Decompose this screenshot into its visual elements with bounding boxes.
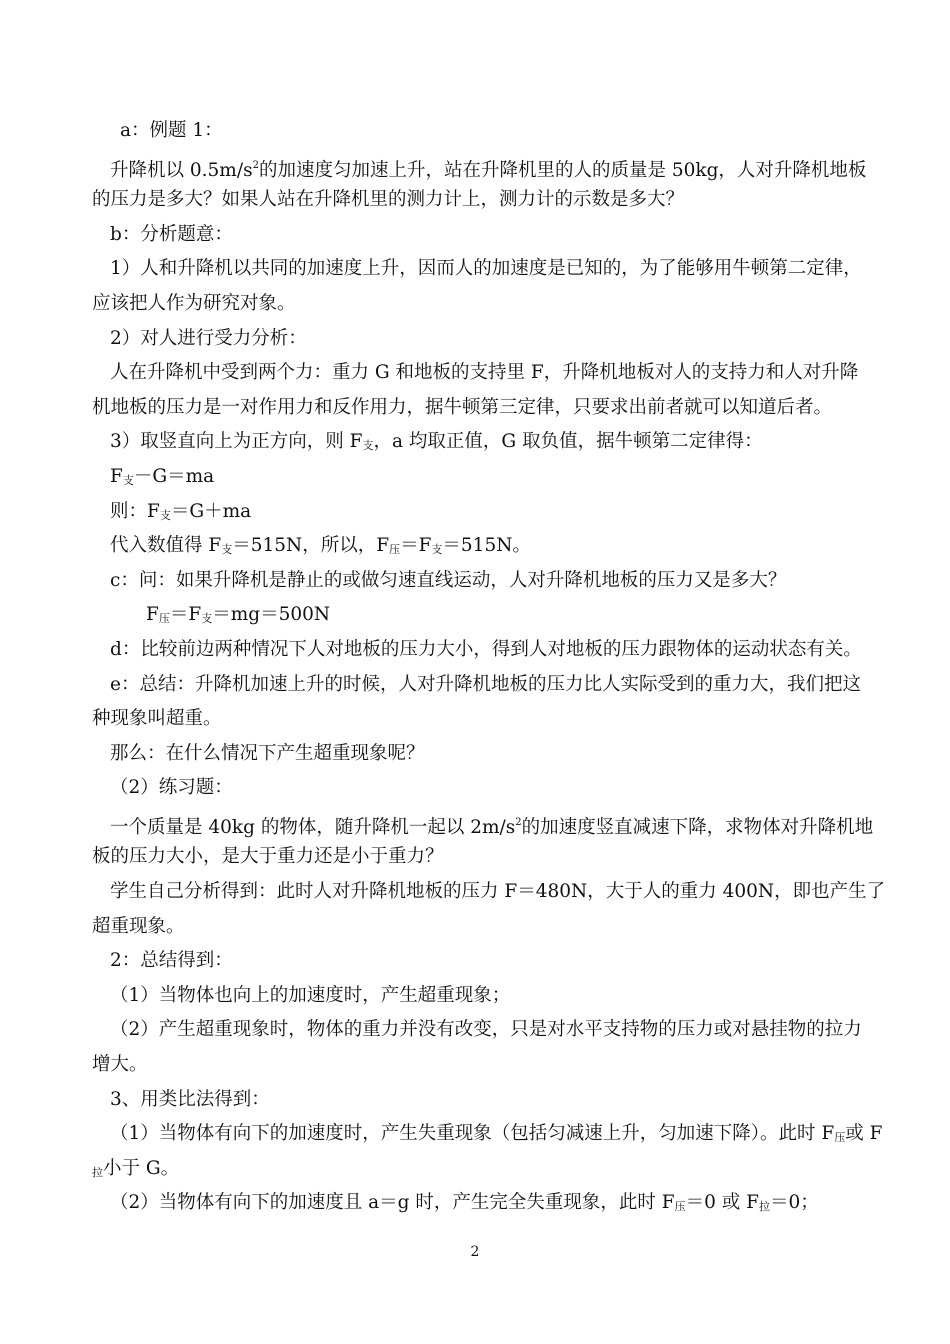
summary-2-heading: 2：总结得到： xyxy=(110,950,233,972)
student-analysis-line-2: 超重现象。 xyxy=(92,915,185,937)
analogy-heading: 3、用类比法得到： xyxy=(110,1088,270,1110)
equation-1: F支－G＝ma xyxy=(110,465,215,487)
analogy-item-1-line-2: 拉小于 G。 xyxy=(92,1157,180,1179)
exercise-heading: （2）练习题： xyxy=(110,777,233,799)
equation-2: 则：F支＝G＋ma xyxy=(110,500,252,522)
summary-e-line-1: e：总结：升降机加速上升的时候，人对升降机地板的压力比人实际受到的重力大，我们把这 xyxy=(110,673,861,695)
equation-3: 代入数值得 F支＝515N，所以，F压＝F支＝515N。 xyxy=(110,535,531,557)
force-paragraph-line-2: 机地板的压力是一对作用力和反作用力，据牛顿第三定律，只要求出前者就可以知道后者。 xyxy=(92,396,833,418)
force-paragraph-line-1: 人在升降机中受到两个力：重力 G 和地板的支持里 F，升降机地板对人的支持力和人对升降 xyxy=(110,362,859,384)
analogy-item-2: （2）当物体有向下的加速度且 a＝g 时，产生完全失重现象，此时 F压＝0 或 F拉＝0； xyxy=(110,1192,819,1214)
analysis-step3: 3）取竖直向上为正方向，则 F支，a 均取正值，G 取负值，据牛顿第二定律得： xyxy=(110,431,763,453)
analogy-item-1-line-1: （1）当物体有向下的加速度时，产生失重现象（包括匀减速上升，匀加速下降）。此时 F压或 F xyxy=(110,1123,883,1145)
question-c: c：问：如果升降机是静止的或做匀速直线运动，人对升降机地板的压力又是多大？ xyxy=(110,569,787,591)
analysis-heading: b：分析题意： xyxy=(110,223,233,245)
document-body xyxy=(92,114,886,1221)
comparison-d: d：比较前边两种情况下人对地板的压力大小，得到人对地板的压力跟物体的运动状态有关。 xyxy=(110,638,862,660)
page-number: 2 xyxy=(470,1244,480,1260)
analysis-step1-line-2: 应该把人作为研究对象。 xyxy=(92,292,296,314)
exercise-line-2: 板的压力大小，是大于重力还是小于重力？ xyxy=(92,846,444,868)
analysis-step2: 2）对人进行受力分析： xyxy=(110,327,307,349)
summary-2-item-2-line-2: 增大。 xyxy=(92,1054,148,1076)
summary-2-item-2-line-1: （2）产生超重现象时，物体的重力并没有改变，只是对水平支持物的压力或对悬挂物的拉力 xyxy=(110,1019,862,1041)
equation-4: F压＝F支＝mg＝500N xyxy=(146,604,331,626)
question-paragraph: 那么：在什么情况下产生超重现象呢？ xyxy=(110,742,425,764)
problem-line-2: 的压力是多大？如果人站在升降机里的测力计上，测力计的示数是多大？ xyxy=(92,189,685,211)
summary-2-item-1: （1）当物体也向上的加速度时，产生超重现象； xyxy=(110,984,511,1006)
summary-e-line-2: 种现象叫超重。 xyxy=(92,708,222,730)
problem-line-1: 升降机以 $0.5m/s^2$的加速度匀加速上升，站在升降机里的人的质量是 50kg，人对升降机地板 xyxy=(110,159,867,181)
example-heading: a：例题 1： xyxy=(120,120,223,141)
student-analysis-line-1: 学生自己分析得到：此时人对升降机地板的压力 F＝480N，大于人的重力 400N，即也产生了 xyxy=(110,881,886,903)
exercise-line-1: 一个质量是 40kg 的物体，随升降机一起以 $2m/s^2$的加速度竖直减速下降，求物体对升降机地 xyxy=(110,816,874,838)
analysis-step1-line-1: 1）人和升降机以共同的加速度上升，因而人的加速度是已知的，为了能够用牛顿第二定律， xyxy=(110,258,862,280)
